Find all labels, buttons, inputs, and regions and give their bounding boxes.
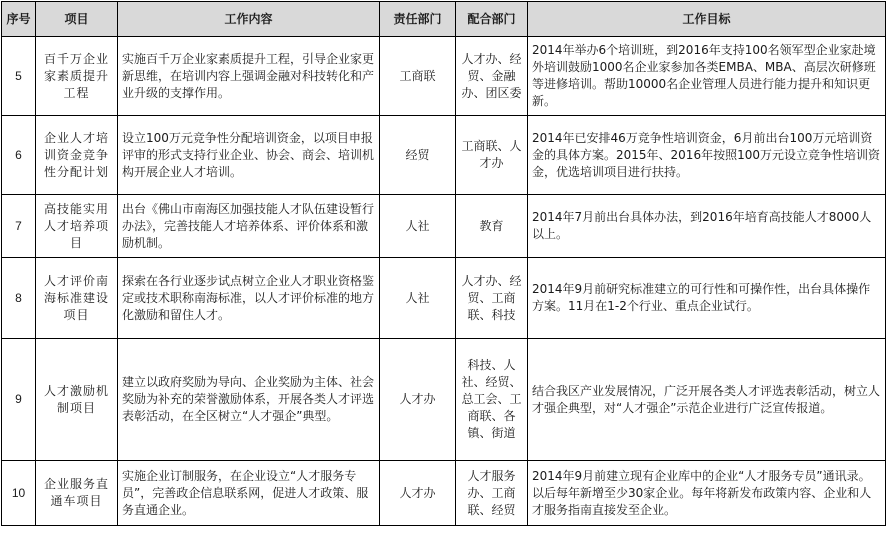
table-row bbox=[2, 37, 886, 116]
row-no: 7 bbox=[2, 195, 36, 258]
row-goal: 结合我区产业发展情况，广泛开展各类人才评选表彰活动，树立人才强企典型，对“人才强企”示范企业进行广泛宣传报道。 bbox=[528, 339, 886, 461]
header-lead-dept: 责任部门 bbox=[380, 2, 456, 37]
row-assist-dept: 工商联、人才办 bbox=[456, 116, 528, 195]
row-content: 建立以政府奖励为导向、企业奖励为主体、社会奖励为补充的荣誉激励体系，开展各类人才评选表彰活动，在全区树立“人才强企”典型。 bbox=[118, 339, 380, 461]
table-row bbox=[2, 116, 886, 195]
table-row bbox=[2, 339, 886, 461]
row-content: 设立100万元竞争性分配培训资金，以项目申报评审的形式支持行业企业、协会、商会、培训机构开展企业人才培训。 bbox=[118, 116, 380, 195]
row-no: 10 bbox=[2, 461, 36, 526]
table-row bbox=[2, 258, 886, 339]
row-no: 6 bbox=[2, 116, 36, 195]
table-row bbox=[2, 195, 886, 258]
row-lead-dept: 人社 bbox=[380, 258, 456, 339]
work-plan-table bbox=[1, 1, 886, 526]
row-project: 人才激励机制项目 bbox=[36, 339, 118, 461]
row-goal: 2014年9月前建立现有企业库中的企业“人才服务专员”通讯录。以后每年新增至少30家企业。每年将新发布政策内容、企业和人才服务指南直接发至企业。 bbox=[528, 461, 886, 526]
row-no: 5 bbox=[2, 37, 36, 116]
row-no: 8 bbox=[2, 258, 36, 339]
row-lead-dept: 经贸 bbox=[380, 116, 456, 195]
row-assist-dept: 人才办、经贸、金融办、团区委 bbox=[456, 37, 528, 116]
header-assist-dept: 配合部门 bbox=[456, 2, 528, 37]
row-project: 人才评价南海标准建设项目 bbox=[36, 258, 118, 339]
row-project: 企业人才培训资金竞争性分配计划 bbox=[36, 116, 118, 195]
row-lead-dept: 工商联 bbox=[380, 37, 456, 116]
table-row bbox=[2, 461, 886, 526]
row-lead-dept: 人才办 bbox=[380, 461, 456, 526]
row-assist-dept: 教育 bbox=[456, 195, 528, 258]
row-assist-dept: 人才服务办、工商联、经贸 bbox=[456, 461, 528, 526]
row-content: 出台《佛山市南海区加强技能人才队伍建设暂行办法》，完善技能人才培养体系、评价体系和激励机制。 bbox=[118, 195, 380, 258]
table-header-row bbox=[2, 2, 886, 37]
row-content: 实施百千万企业家素质提升工程，引导企业家更新思维，在培训内容上强调金融对科技转化和产业升级的支撑作用。 bbox=[118, 37, 380, 116]
row-content: 探索在各行业逐步试点树立企业人才职业资格鉴定或技术职称南海标准，以人才评价标准的地方化激励和留住人才。 bbox=[118, 258, 380, 339]
row-assist-dept: 科技、人社、经贸、总工会、工商联、各镇、街道 bbox=[456, 339, 528, 461]
row-project: 百千万企业家素质提升工程 bbox=[36, 37, 118, 116]
row-lead-dept: 人社 bbox=[380, 195, 456, 258]
header-goal: 工作目标 bbox=[528, 2, 886, 37]
header-project: 项目 bbox=[36, 2, 118, 37]
header-content: 工作内容 bbox=[118, 2, 380, 37]
row-goal: 2014年已安排46万竞争性培训资金，6月前出台100万元培训资金的具体方案。2015年、2016年按照100万元设立竞争性培训资金，优选培训项目进行扶持。 bbox=[528, 116, 886, 195]
row-lead-dept: 人才办 bbox=[380, 339, 456, 461]
row-goal: 2014年举办6个培训班，到2016年支持100名领军型企业家赴境外培训鼓励1000名企业家参加各类EMBA、MBA、高层次研修班等进修培训。帮助10000名企业管理人员进行能力提升和知识更新。 bbox=[528, 37, 886, 116]
row-project: 企业服务直通车项目 bbox=[36, 461, 118, 526]
row-goal: 2014年7月前出台具体办法，到2016年培育高技能人才8000人以上。 bbox=[528, 195, 886, 258]
row-content: 实施企业订制服务，在企业设立“人才服务专员”，完善政企信息联系网，促进人才政策、服务直通企业。 bbox=[118, 461, 380, 526]
header-no: 序号 bbox=[2, 2, 36, 37]
row-goal: 2014年9月前研究标准建立的可行性和可操作性，出台具体操作方案。11月在1-2个行业、重点企业试行。 bbox=[528, 258, 886, 339]
row-assist-dept: 人才办、经贸、工商联、科技 bbox=[456, 258, 528, 339]
row-no: 9 bbox=[2, 339, 36, 461]
row-project: 高技能实用人才培养项目 bbox=[36, 195, 118, 258]
